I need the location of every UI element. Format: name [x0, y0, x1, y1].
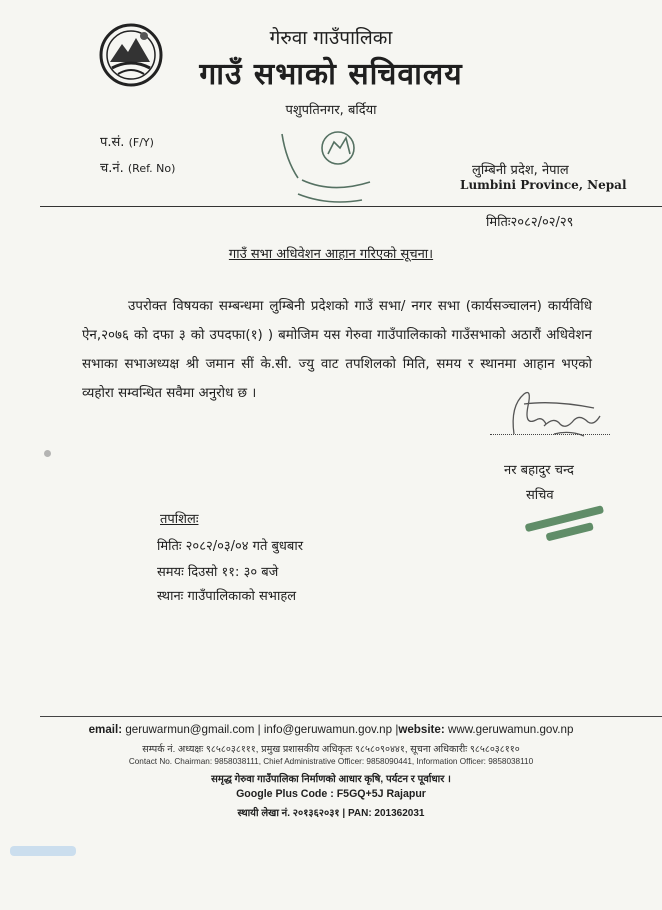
footer-phone-en: Contact No. Chairman: 9858038111, Chief Administrative Officer: 9858090441, Information Officer: 9858038110	[128, 757, 534, 766]
details-place: स्थानः गाउँपालिकाको सभाहल	[157, 589, 297, 604]
office-name: गाउँ सभाको सचिवालय	[199, 57, 463, 92]
details-time: समयः दिउसो ११: ३० बजे	[157, 565, 279, 580]
ink-smudge	[10, 846, 76, 856]
notice-body: उपरोक्त विषयका सम्बन्धमा लुम्बिनी प्रदेशको गाउँ सभा/ नगर सभा (कार्यसञ्चालन) कार्यविधि ऐन,२०७६ को दफा ३ को उपदफा(१) ) बमोजिम यस गेरुवा गाउँपालिकाको गाउँसभाको अठारौं अधिवेशन सभाका सभाअध्यक्ष श्री जमान सीं के.सी. ज्यु वाट तपशिलको मिति, समय र स्थानमा आहान भएको व्यहोरा सम्वन्धित सवैमा अनुरोध छ ।	[82, 299, 592, 401]
province-en: Lumbini Province, Nepal	[460, 178, 627, 192]
name-seal-icon	[520, 500, 616, 550]
notice-subject: गाउँ सभा अधिवेशन आहान गरिएको सूचना।	[228, 247, 434, 262]
ref-number: प.सं. (F/Y)	[100, 135, 154, 150]
office-stamp-icon	[272, 120, 384, 208]
signatory-name: नर बहादुर चन्द	[504, 463, 574, 478]
footer-slogan: समृद्ध गेरुवा गाउँपालिका निर्माणको आधार कृषि, पर्यटन र पूर्वाधार ।	[211, 774, 451, 785]
details-heading: तपशिलः	[160, 512, 199, 527]
footer-phone-np: सम्पर्क नं. अध्यक्षः ९८५८०३८१११, प्रमुख प्रशासकीय अधिकृतः ९८५८०९०४४१, सूचना अधिकारीः ९८५८०३८११०	[142, 744, 520, 755]
signatory-title: सचिव	[526, 488, 554, 503]
footer-plus-code: Google Plus Code : F5GQ+5J Rajapur	[236, 788, 426, 800]
office-address: पशुपतिनगर, बर्दिया	[285, 103, 377, 118]
footer-contact-line: email: geruwarmun@gmail.com | info@geruwamun.gov.np |website: www.geruwamun.gov.np	[88, 723, 574, 736]
header-divider	[40, 206, 662, 207]
details-date: मितिः २०८२/०३/०४ गते बुधबार	[157, 539, 304, 554]
signature-icon	[484, 386, 606, 446]
footer-pan: स्थायी लेखा नं. २०१३६२०३१ | PAN: 201362031	[237, 808, 425, 819]
email-link[interactable]: geruwarmun@gmail.com	[125, 723, 255, 736]
dispatch-number: च.नं. (Ref. No)	[100, 161, 176, 176]
org-name: गेरुवा गाउँपालिका	[269, 27, 393, 49]
letter-date: मितिः२०८२/०२/२९	[486, 215, 574, 230]
paper-mark	[44, 450, 51, 457]
province-np: लुम्बिनी प्रदेश, नेपाल	[472, 163, 569, 178]
website-link[interactable]: www.geruwamun.gov.np	[447, 723, 574, 736]
signature-line	[490, 434, 610, 435]
email-link-2[interactable]: info@geruwamun.gov.np	[263, 723, 393, 736]
footer-divider	[40, 716, 662, 717]
